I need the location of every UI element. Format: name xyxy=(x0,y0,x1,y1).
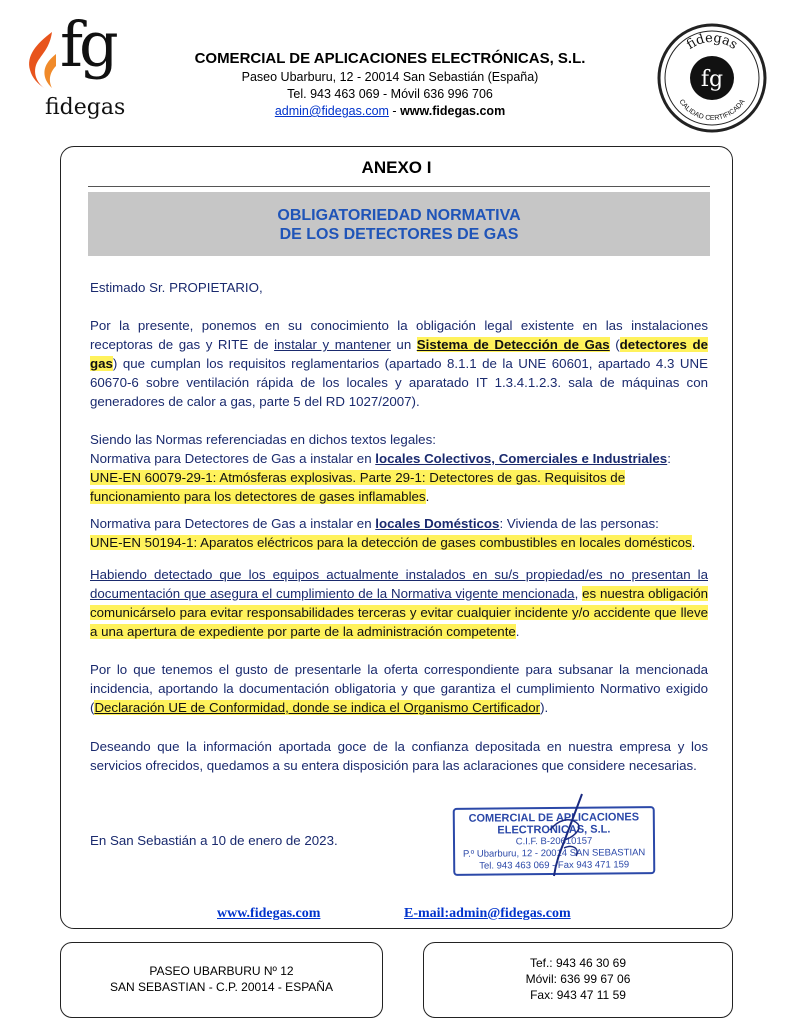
email-link-footer[interactable]: E-mail:admin@fidegas.com xyxy=(404,906,571,921)
paragraph-detection xyxy=(90,565,708,641)
text-run: , xyxy=(574,586,583,601)
paragraph-norms-collective xyxy=(90,430,708,506)
banner-line-1: OBLIGATORIEDAD NORMATIVA xyxy=(277,207,521,224)
paragraph-closing: Deseando que la información aportada goce de la confianza depositada en nuestra empresa y los servicios ofrecidos, quedamos a su entera disposición para las aclaraciones que considere necesarias. xyxy=(90,739,708,773)
text-run: : Vivienda de las personas: xyxy=(499,516,659,531)
quality-seal-icon xyxy=(656,22,768,134)
highlighted-norm: UNE-EN 50194-1: Aparatos eléctricos para la detección de gases combustibles en locales domésticos xyxy=(90,535,692,550)
text-run: . xyxy=(691,535,696,550)
company-name: COMERCIAL DE APLICACIONES ELECTRÓNICAS, S.L. xyxy=(194,50,586,67)
text-run: . xyxy=(425,489,430,504)
text-run: Normativa para Detectores de Gas a instalar en xyxy=(90,516,376,531)
company-contact xyxy=(180,104,600,118)
email-link[interactable]: admin@fidegas.com xyxy=(274,104,389,118)
footer-mobile: Móvil: 636 99 67 06 xyxy=(525,972,631,986)
signature-icon xyxy=(520,790,610,880)
highlighted-norm: UNE-EN 60079-29-1: Atmósferas explosivas. Parte 29-1: Detectores de gas. Requisitos de funcionamiento para los detectores de gases inflamables xyxy=(90,470,626,504)
text-run: : xyxy=(667,451,671,466)
text-underlined: locales Domésticos xyxy=(375,516,500,531)
footer-address-box xyxy=(60,942,383,1018)
footer-contact-box xyxy=(423,942,733,1018)
footer-fax: Fax: 943 47 11 59 xyxy=(530,988,626,1002)
text-underlined: locales Colectivos, Comerciales e Industriales xyxy=(375,451,668,466)
separator: - xyxy=(388,104,401,118)
highlighted-term: detectores de gas xyxy=(90,337,708,371)
text-run: un xyxy=(390,337,417,352)
paragraph-offer xyxy=(90,660,708,717)
date-line: En San Sebastián a 10 de enero de 2023. xyxy=(90,833,338,848)
text-run: . xyxy=(515,624,520,639)
footer-address-line: PASEO UBARBURU Nº 12 xyxy=(149,964,294,978)
text-run: ). xyxy=(540,700,549,715)
flame-icon xyxy=(22,30,60,90)
text-run: ( xyxy=(609,337,620,352)
seal-top-text: fidegas xyxy=(684,30,741,53)
stamp-line: COMERCIAL DE APLICACIONES xyxy=(468,811,640,825)
paragraph-obligation xyxy=(90,316,708,411)
footer-address-line: SAN SEBASTIAN - C.P. 20014 - ESPAÑA xyxy=(110,980,333,994)
paragraph-norms-domestic xyxy=(90,514,708,552)
banner-line-2: DE LOS DETECTORES DE GAS xyxy=(279,226,519,243)
text-underlined: Habiendo detectado que los equipos actualmente instalados en su/s propiedad/es no presentan la documentación que asegura el cumplimiento de la Normativa vigente mencionada xyxy=(90,567,708,601)
website-text: www.fidegas.com xyxy=(400,104,506,118)
seal-center-text: fg xyxy=(700,67,724,92)
greeting: Estimado Sr. PROPIETARIO, xyxy=(90,280,263,295)
divider xyxy=(88,186,710,187)
company-header xyxy=(180,50,600,118)
logo-mark: fg xyxy=(60,8,115,81)
brand-name: fidegas xyxy=(45,95,126,120)
highlighted-text: Declaración UE de Conformidad, donde se indica el Organismo Certificador xyxy=(94,700,541,715)
company-phones: Tel. 943 463 069 - Móvil 636 996 706 xyxy=(287,87,493,101)
highlighted-term: Sistema de Detección de Gas xyxy=(416,337,610,352)
website-link[interactable]: www.fidegas.com xyxy=(217,906,321,921)
text-run: Normativa para Detectores de Gas a instalar en xyxy=(90,451,376,466)
stamp-line: P.º Ubarburu, 12 - 20014 SAN SEBASTIAN xyxy=(462,847,646,860)
seal-bottom-text: CALIDAD CERTIFICADA xyxy=(677,98,747,123)
norms-intro: Siendo las Normas referenciadas en dichos textos legales: xyxy=(90,432,436,447)
text-underlined: instalar y mantener xyxy=(274,337,391,352)
highlighted-text: es nuestra obligación comunicárselo para evitar responsabilidades terceras y evitar cualquier incidente y/o accidente que lleve a una apertura de expediente por parte de la administración competente xyxy=(90,586,709,639)
footer-phone: Tef.: 943 46 30 69 xyxy=(529,956,627,970)
text-run: ) que cumplan los requisitos reglamentarios (apartado 8.1.1 de la UNE 60601, apartado 4.3 UNE 60670-6 sobre ventilación rápida de los locales y aparatado IT 1.3.4.1.2.3. sala de máquinas con generadores de calor a gas, parte 5 del RD 1027/2007). xyxy=(90,356,708,409)
annex-title: ANEXO I xyxy=(361,158,432,177)
stamp-line: Tel. 943 463 069 - Fax 943 471 159 xyxy=(479,859,630,872)
stamp-line: ELECTRONICAS, S.L. xyxy=(497,823,611,837)
stamp-line: C.I.F. B-20610157 xyxy=(515,835,593,848)
text-run: Por la presente, ponemos en su conocimiento la obligación legal existente en las instalaciones receptoras de gas y RITE de xyxy=(90,318,708,352)
company-address: Paseo Ubarburu, 12 - 20014 San Sebastián (España) xyxy=(241,70,539,84)
banner-title xyxy=(88,206,710,244)
text-run: Por lo que tenemos el gusto de presentarle la oferta correspondiente para subsanar la mencionada incidencia, aportando la documentación obligatoria y que garantiza el cumplimiento Normativo exigido ( xyxy=(90,662,708,715)
